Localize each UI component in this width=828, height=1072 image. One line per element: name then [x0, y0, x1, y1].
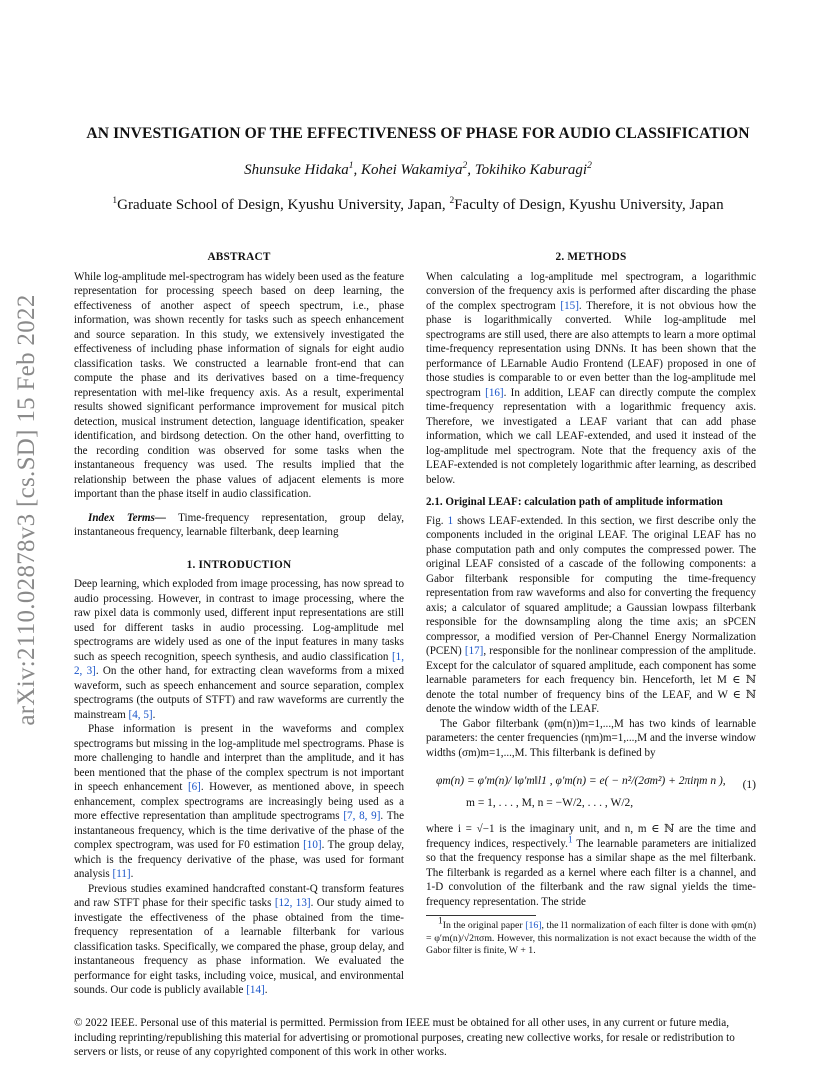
arxiv-side-stamp — [2, 280, 52, 740]
paper-title: AN INVESTIGATION OF THE EFFECTIVENESS OF PHASE FOR AUDIO CLASSIFICATION — [86, 125, 750, 142]
index-terms — [74, 511, 404, 540]
citation-link[interactable]: [14] — [246, 984, 265, 996]
footnote-mark: 1 — [438, 916, 443, 927]
author-3: Tokihiko Kaburagi — [474, 162, 588, 178]
equation-line-1: φm(n) = φ′m(n)/ ‖φ′m‖l1 , φ′m(n) = e( − n²/(2σm²) + 2πiηm n ), — [436, 775, 726, 787]
citation-link[interactable]: [4, 5] — [128, 708, 153, 721]
affil-mark-1: 1 — [112, 196, 118, 206]
methods-paragraph-3: The Gabor filterbank (φm(n))m=1,...,M has two kinds of learnable parameters: the center frequencies (ηm)m=1,...,M and the inverse window widths (σm)m=1,...,M. This filterbank is defined by — [426, 717, 756, 759]
citation-link[interactable]: [7, 8, 9] — [343, 810, 381, 822]
footnote-1: $^1$In the original paper [16], the l1 normalization of each filter is done with φm(n) = φ′m(n)/√2πσm. However, this normalization is not exact because the width of the Gabor filter is finite, W + 1. — [426, 916, 756, 956]
abstract-heading: ABSTRACT — [207, 251, 271, 263]
methods-heading: 2. METHODS — [555, 251, 627, 263]
citation-link[interactable]: [15] — [560, 299, 579, 312]
methods-paragraph-4: where i = √−1 is the imaginary unit, and n, m ∈ ℕ are the time and frequency indices, respectively.$^1$ The learnable parameters are initialized so that the frequency response has a similar shape as the mel filterbank. The filterbank is regarded as a kernel where each filter is a channel, and 1-D convolution of the filterbank and the raw signal yields the time-frequency representation. The stride — [426, 823, 757, 908]
abstract-text: While log-amplitude mel-spectrogram has widely been used as the feature representation for processing speech based on deep learning, the effectiveness of another aspect of speech spectrum, i.e., phase information, was shown recently for tasks such as speech enhancement and source separation. In this study, we extensively investigated the effectiveness of including phase information of signals for eight audio classification tasks. We constructed a learnable front-end that can compute the phase and its derivatives based on a time-frequency representation with mel-like frequency axis. As a result, experimental results showed significant performance improvement for musical pitch detection, musical instrument detection, language identification, speaker identification, and birdsong detection. On the other hand, overfitting to the recording condition was observed for some tasks when the instantaneous frequency was used. The results implied that the relationship between the phase values of adjacent elements is more important than the phase itself in audio classification. — [74, 270, 404, 500]
citation-link[interactable]: [11] — [112, 868, 131, 880]
author-2-affil: 2 — [462, 161, 468, 171]
index-terms-text: Time-frequency representation, group delay, instantaneous frequency, learnable filterbank, deep learning — [74, 511, 404, 538]
affiliation-1: Graduate School of Design, Kyushu University, Japan, — [117, 197, 450, 213]
right-column — [426, 250, 756, 958]
arxiv-identifier: arXiv:2110.02878v3 [cs.SD] 15 Feb 2022 — [13, 294, 40, 726]
figure-link[interactable]: 1 — [447, 514, 454, 527]
author-2: Kohei Wakamiya — [360, 162, 463, 178]
intro-paragraph-3: Previous studies examined handcrafted constant-Q transform features and raw STFT phase for their specific tasks [12, 13]. Our study aimed to investigate the effectiveness of the phase obtained from the time-frequency representation of a learnable filterbank for various classification tasks. Specifically, we compared the phase, group delay, and instantaneous frequency as phase information. We evaluated the performance for eight tasks, including voice, musical, and environmental sounds. Our code is publicly available [14]. — [74, 882, 405, 996]
affiliation-2: Faculty of Design, Kyushu University, Japan — [454, 197, 724, 213]
author-list: Shunsuke Hidaka$^1$, Kohei Wakamiya$^2$, Tokihiko Kaburagi$^2$ — [244, 161, 592, 178]
citation-link[interactable]: [16] — [525, 920, 542, 931]
footnote-link[interactable]: 1 — [567, 834, 573, 845]
introduction-heading: 1. INTRODUCTION — [186, 558, 292, 571]
author-1-affil: 1 — [348, 161, 354, 171]
affil-mark-2: 2 — [449, 196, 455, 206]
citation-link[interactable]: [6] — [187, 781, 201, 793]
affiliations — [60, 197, 776, 214]
intro-paragraph-2: Phase information is present in the waveforms and complex spectrograms but missing in the log-amplitude mel spectrograms. Phase is more challenging to handle and interpret than the amplitude, and it has been mentioned that the phase of the complex spectrum is not important in speech enhancement [6]. However, as mentioned above, in speech enhancement, complex spectrograms are increasingly being used as a more effective representation than amplitude spectrograms [7, 8, 9]. The instantaneous frequency, which is the time derivative of the phase of the complex spectrogram, was used for F0 estimation [10]. The group delay, which is the frequency derivative of the phase, was used for formant analysis [11]. — [74, 723, 404, 880]
citation-link[interactable]: [1, 2, 3] — [74, 650, 404, 677]
citation-link[interactable]: [17] — [464, 645, 484, 657]
equation-line-2: m = 1, . . . , M, n = −W/2, . . . , W/2, — [466, 797, 634, 809]
citation-link[interactable]: [16] — [485, 386, 504, 399]
author-3-affil: 2 — [587, 161, 592, 171]
index-terms-label: Index Terms— — [88, 511, 166, 524]
equation-number: (1) — [742, 779, 756, 791]
copyright-notice: © 2022 IEEE. Personal use of this material is permitted. Permission from IEEE must be obtained for all other uses, in any current or future media, including reprinting/republishing this material for advertising or promotional purposes, creating new collective works, for resale or redistribution to servers or lists, or reuse of any copyrighted component of this work in other works. — [74, 1017, 735, 1058]
intro-paragraph-1: Deep learning, which exploded from image processing, has now spread to audio processing. However, in contrast to image processing, where the raw pixel data is commonly used, different input representations are still used for different tasks in audio processing. Log-amplitude mel spectrograms are widely used as one of the input features in many tasks such as speech recognition, speech synthesis, and audio classification [1, 2, 3]. On the other hand, for extracting clean waveforms from a mixed waveform, such as speech enhancement and source separation, complex spectrograms (the outputs of STFT) and raw waveforms are currently the mainstream [4, 5]. — [74, 578, 404, 721]
methods-paragraph-1: When calculating a log-amplitude mel spectrogram, a logarithmic conversion of the frequency axis is performed after discarding the phase of the complex spectrogram [15]. Therefore, it is not obvious how the phase is logarithmically converted. While log-amplitude mel spectrograms are still used, there are also attempts to learn a more optimal time-frequency representation using DNNs. It has been shown that the performance of LEarnable Audio Frontend (LEAF) proposed in one of those studies is comparable to or even better than the log-amplitude mel spectrogram [16]. In addition, LEAF can directly compute the complex time-frequency representation with a logarithmic frequency axis. Therefore, we investigated a LEAF variant that can add phase information, which we call LEAF-extended, and used it instead of the log-amplitude mel spectrogram. Note that the frequency axis of the LEAF-extended is not completely logarithmic after learning, as described below. — [426, 270, 756, 486]
left-column — [74, 250, 404, 998]
equation-1 — [426, 766, 756, 816]
citation-link[interactable]: [12, 13] — [274, 897, 311, 909]
citation-link[interactable]: [10] — [303, 839, 322, 851]
subsection-heading: 2.1. Original LEAF: calculation path of amplitude information — [426, 496, 723, 508]
methods-paragraph-2: Fig. 1 shows LEAF-extended. In this section, we first describe only the components included in the original LEAF. The original LEAF has no phase computation path and only computes the compressed power. The original LEAF consisted of a cascade of the following components: a Gabor filterbank responsible for computing the time-frequency representation from raw waveforms and also for converting the frequency axis; a calculator of squared amplitude; a Gaussian lowpass filterbank responsible for the downsampling along the time axis; an sPCEN compressor, a modified version of Per-Channel Energy Normalization (PCEN) [17], responsible for the nonlinear compression of the amplitude. Except for the calculator of squared amplitude, each component has some learnable parameters for each frequency bin. Henceforth, let M ∈ ℕ denote the total number of frequency bins of the LEAF, and W ∈ ℕ denote the window width of the LEAF. — [426, 514, 756, 715]
author-1: Shunsuke Hidaka — [244, 162, 349, 178]
